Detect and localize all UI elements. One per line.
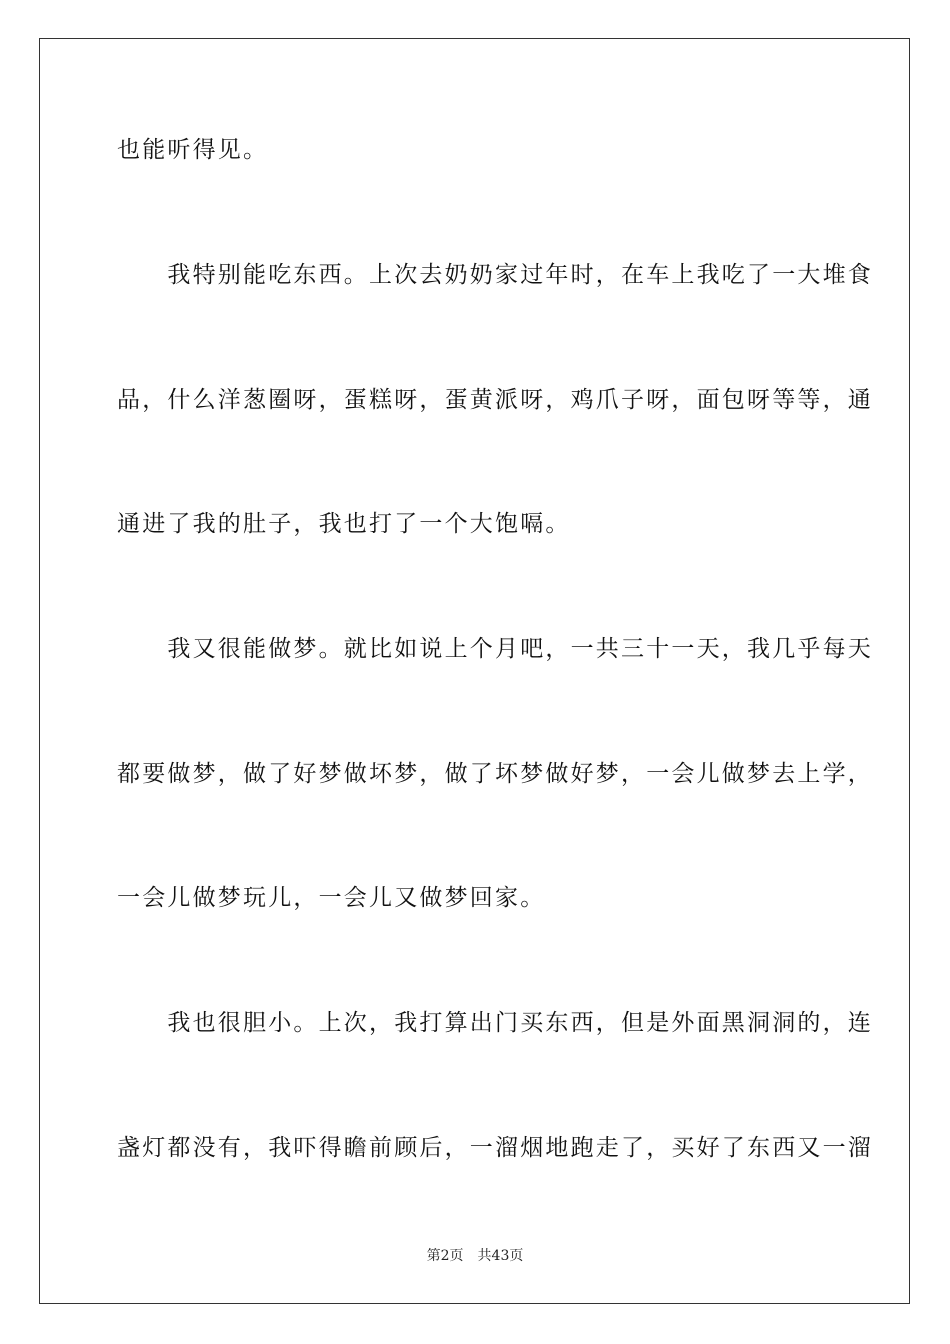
page-total: 共43页 [477, 1248, 524, 1264]
text-line-7: 一会儿做梦玩儿，一会儿又做梦回家。 [117, 885, 546, 911]
text-line-4: 通进了我的肚子，我也打了一个大饱嗝。 [117, 511, 571, 537]
page-footer [0, 1247, 950, 1265]
text-line-1: 也能听得见。 [117, 137, 269, 163]
text-line-9: 盏灯都没有，我吓得瞻前顾后，一溜烟地跑走了，买好了东西又一溜 [117, 1135, 873, 1161]
text-line-3: 品，什么洋葱圈呀，蛋糕呀，蛋黄派呀，鸡爪子呀，面包呀等等，通 [117, 387, 873, 413]
text-line-6: 都要做梦，做了好梦做坏梦，做了坏梦做好梦，一会儿做梦去上学， [117, 761, 873, 787]
text-line-8: 我也很胆小。上次，我打算出门买东西，但是外面黑洞洞的，连 [117, 1010, 873, 1036]
page-number: 第2页 [426, 1248, 464, 1264]
text-line-5: 我又很能做梦。就比如说上个月吧，一共三十一天，我几乎每天 [117, 636, 873, 662]
text-line-2: 我特别能吃东西。上次去奶奶家过年时，在车上我吃了一大堆食 [117, 262, 873, 288]
page-border [39, 38, 910, 1304]
